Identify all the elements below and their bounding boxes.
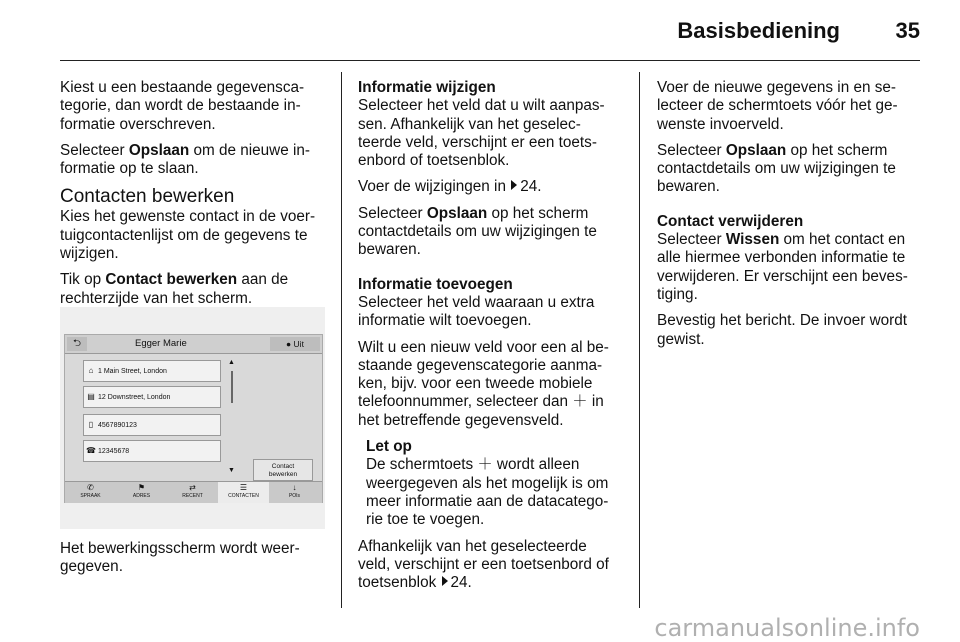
phone-field[interactable]: ☎ 12345678 <box>83 440 221 462</box>
nav-pois[interactable]: ↓ POIs <box>269 482 320 503</box>
note-box <box>358 438 633 529</box>
paragraph: Selecteer Opslaan om de nieuwe in- formatie op te slaan. <box>60 141 310 178</box>
speech-icon: ✆ <box>87 483 94 492</box>
nav-address[interactable]: ⚑ ADRES <box>116 482 167 503</box>
scrollbar[interactable] <box>228 359 236 479</box>
page-number: 35 <box>895 18 920 43</box>
ui-term: Wissen <box>725 231 780 249</box>
paragraph: Selecteer Wissen om het contact en alle hiermee verbonden informatie te verwijderen. Er verschijnt een beves- tiging. <box>657 231 908 303</box>
ui-term: Opslaan <box>128 141 190 159</box>
poi-icon: ↓ <box>292 483 297 492</box>
off-button[interactable]: ● Uit <box>270 337 320 351</box>
infotainment-screen <box>64 334 323 503</box>
figure-caption <box>60 540 335 585</box>
chevron-up-icon[interactable]: ▲ <box>228 359 235 366</box>
paragraph: Selecteer het veld waaraan u extra informatie wilt toevoegen. <box>358 293 595 330</box>
note-heading: Let op <box>366 438 412 456</box>
office-icon: ▤ <box>87 392 95 401</box>
paragraph: Tik op Contact bewerken aan de rechterzijde van het scherm. <box>60 271 289 307</box>
subheading: Informatie toevoegen <box>358 275 513 293</box>
ui-term: Contact bewerken <box>105 271 238 289</box>
column-separator-1 <box>341 72 342 608</box>
page-reference[interactable]: 24. <box>450 574 472 592</box>
recent-icon: ⇄ <box>189 483 196 492</box>
column-separator-2 <box>639 72 640 608</box>
address-field-1[interactable]: ⌂ 1 Main Street, London <box>83 360 221 382</box>
screen-figure <box>60 307 325 529</box>
screen-top-bar <box>65 335 322 354</box>
bottom-nav <box>65 481 322 503</box>
subheading: Contact verwijderen <box>657 212 804 230</box>
paragraph: Voer de wijzigingen in 24. <box>358 178 542 196</box>
contacts-icon: ☰ <box>239 483 248 492</box>
subheading: Informatie wijzigen <box>358 79 496 96</box>
page-reference-arrow-icon <box>442 576 448 586</box>
page-header-title: Basisbediening <box>677 18 840 43</box>
header-rule <box>60 60 920 61</box>
paragraph: Voer de nieuwe gegevens in en se- lecteer de schermtoets vóór het ge- wenste invoerveld. <box>657 79 898 133</box>
nav-recent[interactable]: ⇄ RECENT <box>167 482 218 503</box>
nav-speech[interactable]: ✆ SPRAAK <box>65 482 116 503</box>
paragraph: Kiest u een bestaande gegevensca- tegorie, dan wordt de bestaande in- formatie overschreven. <box>60 79 305 133</box>
paragraph: Wilt u een nieuw veld voor een al be- staande gegevenscategorie aanma- ken, bijv. voor een tweede mobiele telefoonnummer, selecteer dan ＋ in het betreffende gegevensveld. <box>358 338 609 429</box>
page-reference[interactable]: 24. <box>520 178 542 196</box>
chevron-down-icon[interactable]: ▼ <box>228 467 235 474</box>
paragraph: Selecteer Opslaan op het scherm contactdetails om uw wijzigingen te bewaren. <box>657 141 896 196</box>
home-icon: ⌂ <box>88 366 94 375</box>
back-icon[interactable]: ⮌ <box>67 337 87 351</box>
note-text: De schermtoets ＋ wordt alleen weergegeven als het mogelijk is om meer informatie aan de datacatego- rie toe te voegen. <box>366 456 609 529</box>
paragraph: Bevestig het bericht. De invoer wordt gewist. <box>657 312 907 348</box>
watermark: carmanualsonline.info <box>654 614 920 642</box>
page-reference-arrow-icon <box>511 180 517 190</box>
paragraph: Selecteer het veld dat u wilt aanpas- sen. Afhankelijk van het geselec- teerde veld, verschijnt er een toets- enbord of toetsenblok. <box>358 97 605 170</box>
column-2 <box>358 79 633 600</box>
edit-contact-button[interactable]: Contact bewerken <box>253 459 313 481</box>
column-1 <box>60 79 335 316</box>
section-heading: Contacten bewerken <box>60 186 235 208</box>
caption-text: Het bewerkingsscherm wordt weer- gegeven. <box>60 540 300 576</box>
paragraph: Selecteer Opslaan op het scherm contactdetails om uw wijzigingen te bewaren. <box>358 204 597 259</box>
column-3 <box>657 79 927 357</box>
ui-term: Opslaan <box>426 204 488 222</box>
ui-term: Opslaan <box>725 141 787 159</box>
flag-icon: ⚑ <box>137 483 146 492</box>
phone-icon: ☎ <box>86 446 96 455</box>
mobile-field[interactable]: ▯ 4567890123 <box>83 414 221 436</box>
address-field-2[interactable]: ▤ 12 Downstreet, London <box>83 386 221 408</box>
paragraph: Afhankelijk van het geselecteerde veld, verschijnt er een toetsenbord of toetsenblok 24. <box>358 537 609 592</box>
mobile-icon: ▯ <box>88 420 94 429</box>
contact-name: Egger Marie <box>135 338 187 349</box>
scroll-thumb[interactable] <box>231 371 233 403</box>
nav-contacts[interactable]: ☰ CONTACTEN <box>218 482 269 503</box>
paragraph: Kies het gewenste contact in de voer- tuigcontactenlijst om de gegevens te wijzigen. <box>60 208 316 263</box>
